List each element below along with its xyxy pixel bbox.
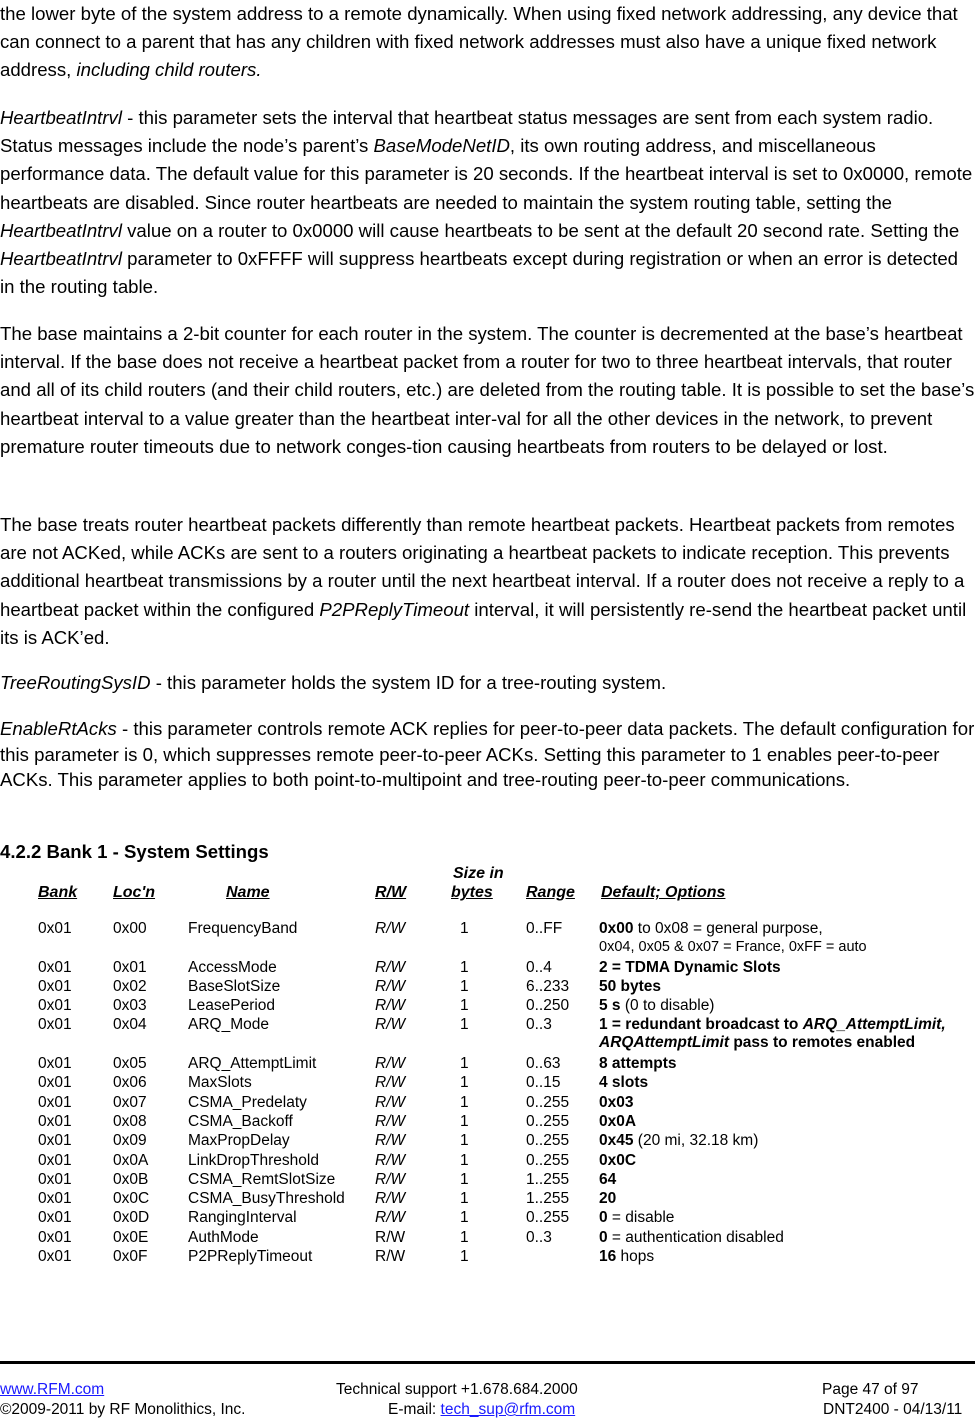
default-value: 50 bytes xyxy=(599,977,662,995)
cell-name: LinkDropThreshold xyxy=(188,1151,319,1169)
enable-rt-acks-term: EnableRtAcks xyxy=(0,718,117,739)
default-note: to 0x08 = general purpose, xyxy=(633,920,823,937)
cell-size: 1 xyxy=(460,1055,469,1073)
cell-range: 0..255 xyxy=(526,1209,570,1227)
cell-size: 1 xyxy=(460,1248,469,1266)
cell-name: MaxPropDelay xyxy=(188,1132,290,1150)
email-link[interactable]: tech_sup@rfm.com xyxy=(440,1401,576,1418)
heartbeat-text-b: , its own routing address, and miscellaneous performance data. The default value for this parameter is 20 seconds. If the heartbeat interval is set to 0x0000, remote heartbeats are disabled. Since router heartbeats are needed to maintain the system routing table, setting the xyxy=(0,135,973,213)
cell-name: FrequencyBand xyxy=(188,920,298,937)
cell-location: 0x05 xyxy=(113,1055,147,1073)
cell-location: 0x08 xyxy=(113,1112,147,1130)
table-row xyxy=(0,1171,975,1190)
cell-default xyxy=(599,1016,946,1052)
heartbeat-paragraph xyxy=(0,104,975,301)
cell-rw: R/W xyxy=(375,920,406,937)
cell-range: 0..255 xyxy=(526,1112,570,1130)
cell-range: 0..255 xyxy=(526,1093,570,1111)
default-value: 5 s xyxy=(599,997,621,1015)
heartbeat-text-d: parameter to 0xFFFF will suppress heartbeats except during registration or when an error is detected in the routing table. xyxy=(0,248,959,298)
intro-text: the lower byte of the system address to a remote dynamically. When using fixed network addressing, any device that can connect to a parent that has any children with fixed network addresses must also have a unique fixed network address, xyxy=(0,3,958,81)
table-row xyxy=(0,1248,975,1267)
cell-name: CSMA_Predelaty xyxy=(188,1093,307,1111)
cell-name: CSMA_RemtSlotSize xyxy=(188,1170,336,1188)
cell-name: LeasePeriod xyxy=(188,997,276,1015)
cell-default xyxy=(599,1152,636,1170)
cell-size: 1 xyxy=(460,1228,469,1246)
router-heartbeat-text-a: The base treats router heartbeat packets differently than remote heartbeat packets. Heartbeat packets from remotes are not ACKed, while ACKs are sent to a routers originating a heartbeat packets to indicate reception. This prevents additional heartbeat transmissions by a router until the next heartbeat interval. If a router does not receive a reply to a heartbeat packet within the configured xyxy=(0,514,965,620)
copyright: ©2009-2011 by RF Monolithics, Inc. xyxy=(0,1401,246,1418)
cell-size: 1 xyxy=(460,977,469,995)
cell-range: 6..233 xyxy=(526,977,570,995)
cell-size: 1 xyxy=(460,997,469,1015)
cell-name: MaxSlots xyxy=(188,1074,252,1092)
cell-range: 0..FF xyxy=(526,920,563,937)
col-rw-header: R/W xyxy=(375,884,407,901)
cell-location: 0x03 xyxy=(113,997,147,1015)
cell-rw: R/W xyxy=(375,1151,406,1169)
cell-default xyxy=(599,978,661,996)
col-size-header: bytes xyxy=(451,884,493,901)
cell-rw: R/W xyxy=(375,1112,406,1130)
cell-name: AuthMode xyxy=(188,1228,259,1246)
website-link[interactable]: www.RFM.com xyxy=(0,1381,105,1398)
cell-bank: 0x01 xyxy=(38,1248,72,1266)
cell-range: 0..255 xyxy=(526,1151,570,1169)
section-title: 4.2.2 Bank 1 - System Settings xyxy=(0,841,269,862)
default-value: 0 xyxy=(599,1228,608,1246)
cell-bank: 0x01 xyxy=(38,1112,72,1130)
cell-name: ARQ_Mode xyxy=(188,1016,269,1034)
cell-bank: 0x01 xyxy=(38,1093,72,1111)
cell-location: 0x06 xyxy=(113,1074,147,1092)
cell-location: 0x02 xyxy=(113,977,147,995)
cell-size: 1 xyxy=(460,920,469,937)
cell-size: 1 xyxy=(460,958,469,976)
table-row xyxy=(0,978,975,997)
cell-bank: 0x01 xyxy=(38,977,72,995)
default-value-italic: ARQ_AttemptLimit, xyxy=(802,1016,946,1034)
cell-rw: R/W xyxy=(375,1190,406,1208)
cell-size: 1 xyxy=(460,1190,469,1208)
cell-rw: R/W xyxy=(375,1093,406,1111)
default-value-line2: pass to remotes enabled xyxy=(729,1034,916,1052)
cell-range: 1..255 xyxy=(526,1170,570,1188)
cell-rw: R/W xyxy=(375,1055,406,1073)
enable-rt-acks-text: - this parameter controls remote ACK replies for peer-to-peer data packets. The default configuration for this parameter is 0, which suppresses remote peer-to-peer ACKs. Setting this parameter to 1 enables peer-to-peer ACKs. This parameter applies to both point-to-multipoint and tree-routing peer-to-peer communications. xyxy=(0,718,975,790)
cell-name: CSMA_BusyThreshold xyxy=(188,1190,345,1208)
router-heartbeat-text-b: interval, it will persistently re-send the heartbeat packet until its is ACK’ed. xyxy=(0,598,967,648)
cell-default xyxy=(599,1171,616,1189)
col-size-header-top: Size in xyxy=(453,865,504,882)
cell-default xyxy=(599,1248,654,1266)
table-row xyxy=(0,1190,975,1209)
default-value: 4 slots xyxy=(599,1074,649,1092)
cell-location: 0x07 xyxy=(113,1093,147,1111)
cell-range: 0..4 xyxy=(526,958,552,976)
default-value: 8 attempts xyxy=(599,1055,677,1073)
cell-bank: 0x01 xyxy=(38,1170,72,1188)
email-line xyxy=(388,1401,575,1419)
default-value: 1 = redundant broadcast to xyxy=(599,1016,803,1034)
cell-bank: 0x01 xyxy=(38,1016,72,1034)
cell-location: 0x09 xyxy=(113,1132,147,1150)
cell-default xyxy=(599,1132,758,1150)
cell-default xyxy=(599,959,781,977)
table-row xyxy=(0,1055,975,1074)
cell-default xyxy=(599,1094,633,1112)
support-phone: Technical support +1.678.684.2000 xyxy=(336,1381,578,1398)
cell-name: CSMA_Backoff xyxy=(188,1112,293,1130)
cell-location: 0x0F xyxy=(113,1248,148,1266)
cell-range: 0..63 xyxy=(526,1055,561,1073)
cell-default xyxy=(599,1190,616,1208)
table-row xyxy=(0,959,975,978)
settings-table-body xyxy=(0,920,975,1267)
heartbeat-term: HeartbeatIntrvl xyxy=(0,107,122,128)
intro-paragraph xyxy=(0,0,975,85)
cell-bank: 0x01 xyxy=(38,997,72,1015)
col-name-header: Name xyxy=(226,884,270,901)
heartbeat-text-c: value on a router to 0x0000 will cause heartbeats to be sent at the default 20 second rate. Setting the xyxy=(121,219,960,241)
cell-rw: R/W xyxy=(375,1228,406,1246)
table-row xyxy=(0,997,975,1016)
table-row xyxy=(0,1016,975,1055)
cell-range: 0..3 xyxy=(526,1228,552,1246)
table-row xyxy=(0,1229,975,1248)
enable-rt-acks-paragraph xyxy=(0,716,975,793)
document-id: DNT2400 - 04/13/11 xyxy=(823,1401,963,1418)
col-bank-header: Bank xyxy=(38,884,78,901)
default-note: = disable xyxy=(607,1209,675,1227)
cell-name: RangingInterval xyxy=(188,1209,297,1227)
default-value: 0x0C xyxy=(599,1151,637,1169)
default-value: 64 xyxy=(599,1170,617,1188)
cell-size: 1 xyxy=(460,1132,469,1150)
default-value-line2-italic: ARQAttemptLimit xyxy=(599,1034,730,1052)
cell-default xyxy=(599,997,714,1015)
cell-rw: R/W xyxy=(375,1248,406,1266)
cell-location: 0x01 xyxy=(113,958,147,976)
tree-routing-term: TreeRoutingSysID xyxy=(0,672,151,693)
cell-default xyxy=(599,1113,636,1131)
table-row xyxy=(0,1113,975,1132)
default-note: = authentication disabled xyxy=(607,1228,784,1246)
heartbeat-text-a: - this parameter sets the interval that heartbeat status messages are sent from each system radio. Status messages include the node’s parent’s xyxy=(0,107,934,157)
table-row xyxy=(0,1132,975,1151)
default-value: 0x03 xyxy=(599,1093,634,1111)
router-heartbeat-paragraph xyxy=(0,511,975,652)
default-value: 2 = TDMA Dynamic Slots xyxy=(599,958,781,976)
cell-range: 0..15 xyxy=(526,1074,561,1092)
cell-location: 0x0D xyxy=(113,1209,150,1227)
tree-routing-text: - this parameter holds the system ID for a tree-routing system. xyxy=(150,672,667,693)
cell-bank: 0x01 xyxy=(38,958,72,976)
cell-rw: R/W xyxy=(375,1209,406,1227)
default-value: 0 xyxy=(599,1209,608,1227)
p2p-reply-term: P2PReplyTimeout xyxy=(319,598,470,620)
default-value: 0x00 xyxy=(599,920,634,937)
cell-bank: 0x01 xyxy=(38,1228,72,1246)
default-value: 16 xyxy=(599,1248,617,1266)
cell-bank: 0x01 xyxy=(38,1074,72,1092)
cell-location: 0x0A xyxy=(113,1151,149,1169)
cell-rw: R/W xyxy=(375,958,406,976)
heartbeat-term-3: HeartbeatIntrvl xyxy=(0,248,122,270)
col-range-header: Range xyxy=(526,884,575,901)
cell-name: BaseSlotSize xyxy=(188,977,281,995)
cell-size: 1 xyxy=(460,1170,469,1188)
default-note: (20 mi, 32.18 km) xyxy=(633,1132,759,1150)
cell-size: 1 xyxy=(460,1209,469,1227)
cell-bank: 0x01 xyxy=(38,1132,72,1150)
default-value: 0x45 xyxy=(599,1132,634,1150)
page-number: Page 47 of 97 xyxy=(822,1381,919,1398)
cell-range: 0..3 xyxy=(526,1016,552,1034)
cell-bank: 0x01 xyxy=(38,1190,72,1208)
cell-location: 0x0B xyxy=(113,1170,149,1188)
cell-range: 0..255 xyxy=(526,1132,570,1150)
default-note: (0 to disable) xyxy=(620,997,715,1015)
cell-size: 1 xyxy=(460,1151,469,1169)
tree-routing-paragraph xyxy=(0,669,975,697)
cell-size: 1 xyxy=(460,1093,469,1111)
default-value: 20 xyxy=(599,1190,617,1208)
table-row xyxy=(0,1152,975,1171)
cell-location: 0x04 xyxy=(113,1016,147,1034)
footer-rule xyxy=(0,1361,975,1364)
base-counter-paragraph: The base maintains a 2-bit counter for each router in the system. The counter is decremented at the base’s heartbeat interval. If the base does not receive a heartbeat packet from a router for two to three heartbeat intervals, that router and all of its child routers (and their child routers, etc.) are deleted from the routing table. It is possible to set the base’s heartbeat interval to a value greater than the heartbeat inter-val for all the other devices in the network, to prevent premature router timeouts due to network conges-tion causing heartbeats from routers to be delayed or lost. xyxy=(0,323,975,457)
table-row xyxy=(0,1094,975,1113)
cell-location: 0x00 xyxy=(113,920,147,937)
cell-name: AccessMode xyxy=(188,958,277,976)
cell-default xyxy=(599,1074,648,1092)
cell-size: 1 xyxy=(460,1016,469,1034)
cell-location: 0x0C xyxy=(113,1190,150,1208)
heartbeat-term-2: HeartbeatIntrvl xyxy=(0,219,122,241)
cell-range: 0..250 xyxy=(526,997,570,1015)
table-row xyxy=(0,920,975,959)
cell-location: 0x0E xyxy=(113,1228,149,1246)
intro-emphasis: including child routers. xyxy=(76,59,262,81)
email-label: E-mail: xyxy=(388,1401,441,1418)
cell-rw: R/W xyxy=(375,1074,406,1092)
cell-rw: R/W xyxy=(375,1016,406,1034)
cell-rw: R/W xyxy=(375,1132,406,1150)
cell-default xyxy=(599,920,867,956)
cell-rw: R/W xyxy=(375,977,406,995)
cell-default xyxy=(599,1209,674,1227)
cell-range: 1..255 xyxy=(526,1190,570,1208)
cell-size: 1 xyxy=(460,1112,469,1130)
cell-bank: 0x01 xyxy=(38,920,72,937)
cell-rw: R/W xyxy=(375,997,406,1015)
default-note: hops xyxy=(616,1248,655,1266)
col-default-header: Default; Options xyxy=(601,884,726,901)
col-loc-header: Loc'n xyxy=(113,884,156,901)
table-row xyxy=(0,1209,975,1228)
cell-bank: 0x01 xyxy=(38,1151,72,1169)
cell-default xyxy=(599,1229,784,1247)
cell-bank: 0x01 xyxy=(38,1209,72,1227)
default-value: 0x0A xyxy=(599,1112,637,1130)
cell-rw: R/W xyxy=(375,1170,406,1188)
table-row xyxy=(0,1074,975,1093)
cell-name: P2PReplyTimeout xyxy=(188,1248,313,1266)
cell-name: ARQ_AttemptLimit xyxy=(188,1055,317,1073)
cell-size: 1 xyxy=(460,1074,469,1092)
basemode-term: BaseModeNetID xyxy=(373,135,510,157)
default-note-line2: 0x04, 0x05 & 0x07 = France, 0xFF = auto xyxy=(599,939,867,955)
cell-default xyxy=(599,1055,677,1073)
cell-bank: 0x01 xyxy=(38,1055,72,1073)
